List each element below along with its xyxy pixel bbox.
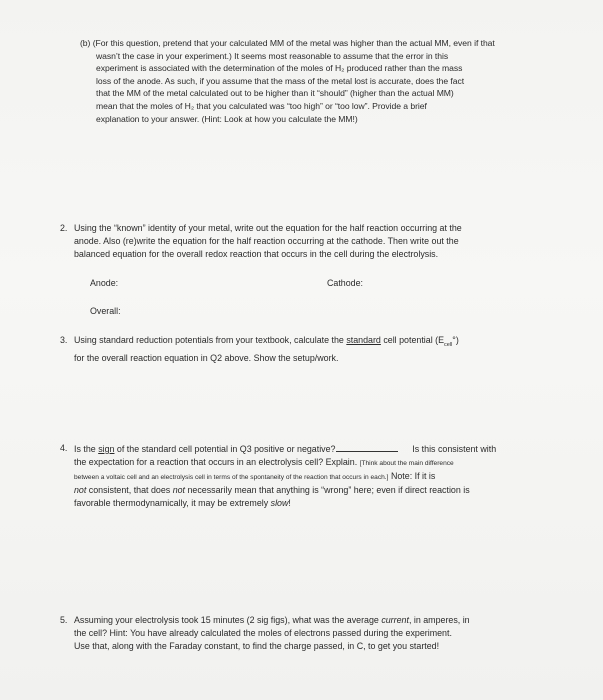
anode-label: Anode: xyxy=(90,278,119,288)
q4-line-1: Is the sign of the standard cell potential in Q3 positive or negative? Is this consistent with xyxy=(74,444,497,454)
question-5 xyxy=(60,614,560,653)
q3-line-1: Using standard reduction potentials from your textbook, calculate the standard cell potential $(E_{cell}^\circ)$ xyxy=(74,335,459,348)
question-3 xyxy=(60,334,560,365)
q5-number: 5. xyxy=(60,615,68,625)
q5-line-3: Use that, along with the Faraday constant, to find the charge passed, in C, to get you started! xyxy=(74,641,440,651)
cathode-label: Cathode: xyxy=(327,278,364,288)
q1b-line-1: (b) (For this question, pretend that your calculated MM of the metal was higher than the actual MM, even if that xyxy=(80,38,495,48)
q2-line-1: Using the “known” identity of your metal, write out the equation for the half reaction occurring at the xyxy=(74,223,462,233)
q1b-line-6: mean that the moles of H₂ that you calculated was “too high” or “too low”. Provide a brief xyxy=(96,100,427,111)
q1b-line-2: wasn’t the case in your experiment.) It seems most reasonable to assume that the error in this xyxy=(96,50,449,61)
q1b-line-5: that the MM of the metal calculated out to be higher than it “should” (higher than the actual MM) xyxy=(96,88,454,99)
question-4 xyxy=(60,442,560,510)
q5-line-1: Assuming your electrolysis took 15 minutes (2 sig figs), what was the average current, in amperes, in xyxy=(74,615,470,625)
q4-line-3: between a voltaic cell and an electrolysis cell in terms of the spontaneity of the reaction that occurs in each.] Note: If it is xyxy=(74,471,436,481)
sign-answer-blank[interactable] xyxy=(336,442,398,452)
q2-line-2: anode. Also (re)write the equation for the half reaction occurring at the cathode. Then write out the xyxy=(74,236,459,246)
q3-line-2: for the overall reaction equation in Q2 above. Show the setup/work. xyxy=(74,352,339,363)
q1b-line-7: explanation to your answer. (Hint: Look at how you calculate the MM!) xyxy=(96,113,358,124)
q5-line-2: the cell? Hint: You have already calculated the moles of electrons passed during the experiment. xyxy=(74,628,452,638)
q1b-line-3: experiment is associated with the determination of the moles of H₂ produced rather than the mass xyxy=(96,63,463,74)
overall-label: Overall: xyxy=(90,306,121,316)
q4-line-5: favorable thermodynamically, it may be extremely slow! xyxy=(74,498,291,508)
q2-line-3: balanced equation for the overall redox reaction that occurs in the cell during the electrolysis. xyxy=(74,249,439,259)
q1b-line-4: loss of the anode. As such, if you assume that the mass of the metal lost is accurate, does the fact xyxy=(96,75,465,86)
q4-line-2: the expectation for a reaction that occurs in an electrolysis cell? Explain. [Think about the main difference xyxy=(74,457,454,467)
q3-number: 3. xyxy=(60,335,68,345)
question-2 xyxy=(60,222,560,261)
q2-number: 2. xyxy=(60,223,68,233)
q4-line-4: not consistent, that does not necessarily mean that anything is “wrong” here; even if direct reaction is xyxy=(74,485,470,495)
q4-number: 4. xyxy=(60,443,68,453)
question-1b xyxy=(80,37,550,125)
